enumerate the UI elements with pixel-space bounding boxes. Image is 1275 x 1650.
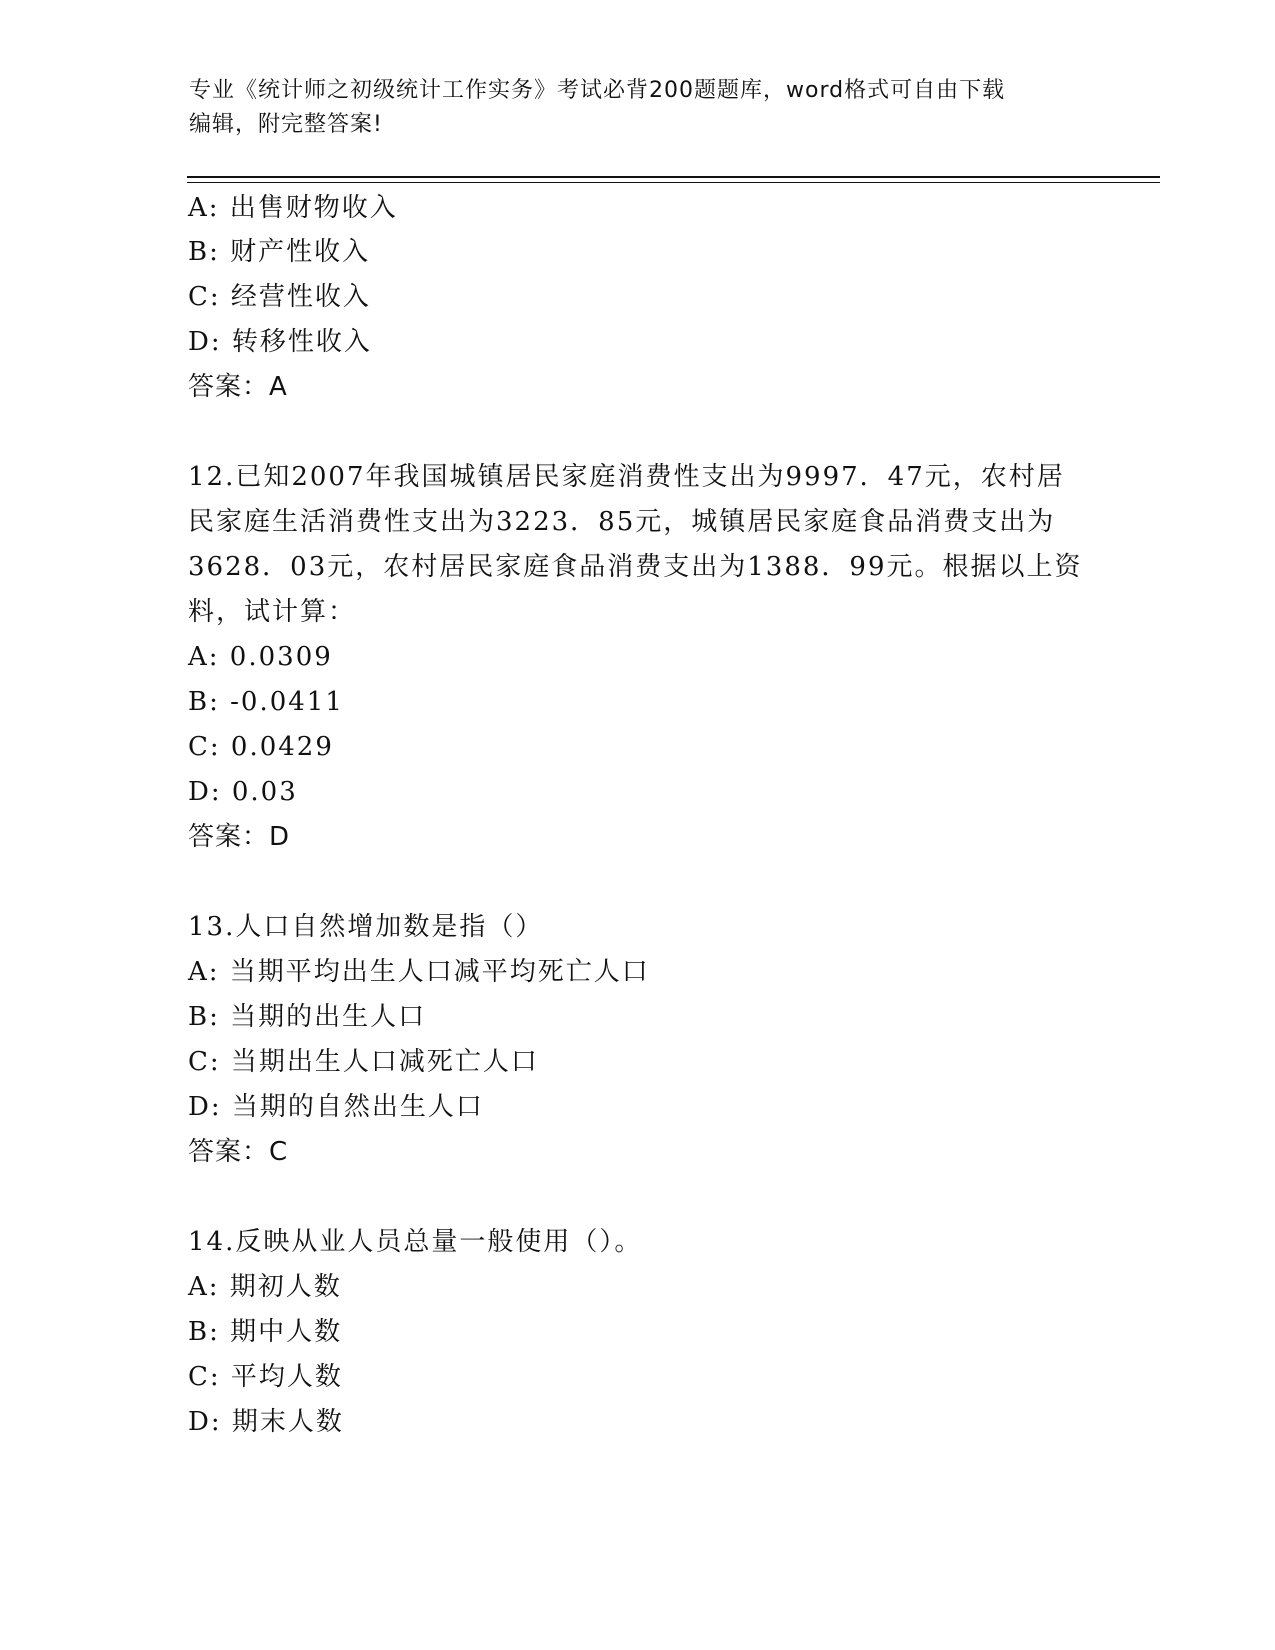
q13-option-a: A: 当期平均出生人口减平均死亡人口	[188, 957, 650, 987]
q12-option-d: D: 0.03	[188, 777, 298, 807]
document-header	[189, 74, 1069, 142]
q11-answer: 答案：A	[188, 372, 288, 402]
q13-option-b: B: 当期的出生人口	[188, 1002, 427, 1032]
q13-stem: 13.人口自然增加数是指（）	[188, 912, 544, 942]
q14-stem: 14.反映从业人员总量一般使用（）。	[188, 1227, 643, 1257]
q11-option-c: C: 经营性收入	[188, 282, 371, 312]
q14-option-d: D: 期末人数	[188, 1407, 344, 1437]
q12-option-b: B: -0.0411	[188, 687, 344, 717]
header-rule-thick	[187, 176, 1160, 178]
q11-option-d: D: 转移性收入	[188, 327, 372, 357]
header-line-1: 专业《统计师之初级统计工作实务》考试必背200题题库，word格式可自由下载	[189, 78, 1006, 103]
header-rule-thin	[187, 182, 1160, 183]
q11-option-b: B: 财产性收入	[188, 237, 371, 267]
q12-option-a: A: 0.0309	[188, 642, 333, 672]
q11-option-a: A: 出售财物收入	[188, 193, 398, 223]
q13-answer: 答案：C	[188, 1137, 289, 1167]
q13-option-d: D: 当期的自然出生人口	[188, 1092, 484, 1122]
q12-stem-line-3: 3628．03元，农村居民家庭食品消费支出为1388．99元。根据以上资	[188, 552, 1083, 582]
q14-option-b: B: 期中人数	[188, 1317, 343, 1347]
q13-option-c: C: 当期出生人口减死亡人口	[188, 1047, 539, 1077]
q12-stem-line-2: 民家庭生活消费性支出为3223．85元，城镇居民家庭食品消费支出为	[188, 507, 1056, 537]
q12-answer: 答案：D	[188, 822, 291, 852]
q12-stem-line-4: 料，试计算：	[188, 597, 357, 627]
q14-option-a: A: 期初人数	[188, 1272, 342, 1302]
header-line-2: 编辑，附完整答案!	[189, 112, 383, 137]
q12-stem-line-1: 12.已知2007年我国城镇居民家庭消费性支出为9997．47元，农村居	[188, 462, 1065, 492]
q12-option-c: C: 0.0429	[188, 732, 334, 762]
q14-option-c: C: 平均人数	[188, 1362, 343, 1392]
